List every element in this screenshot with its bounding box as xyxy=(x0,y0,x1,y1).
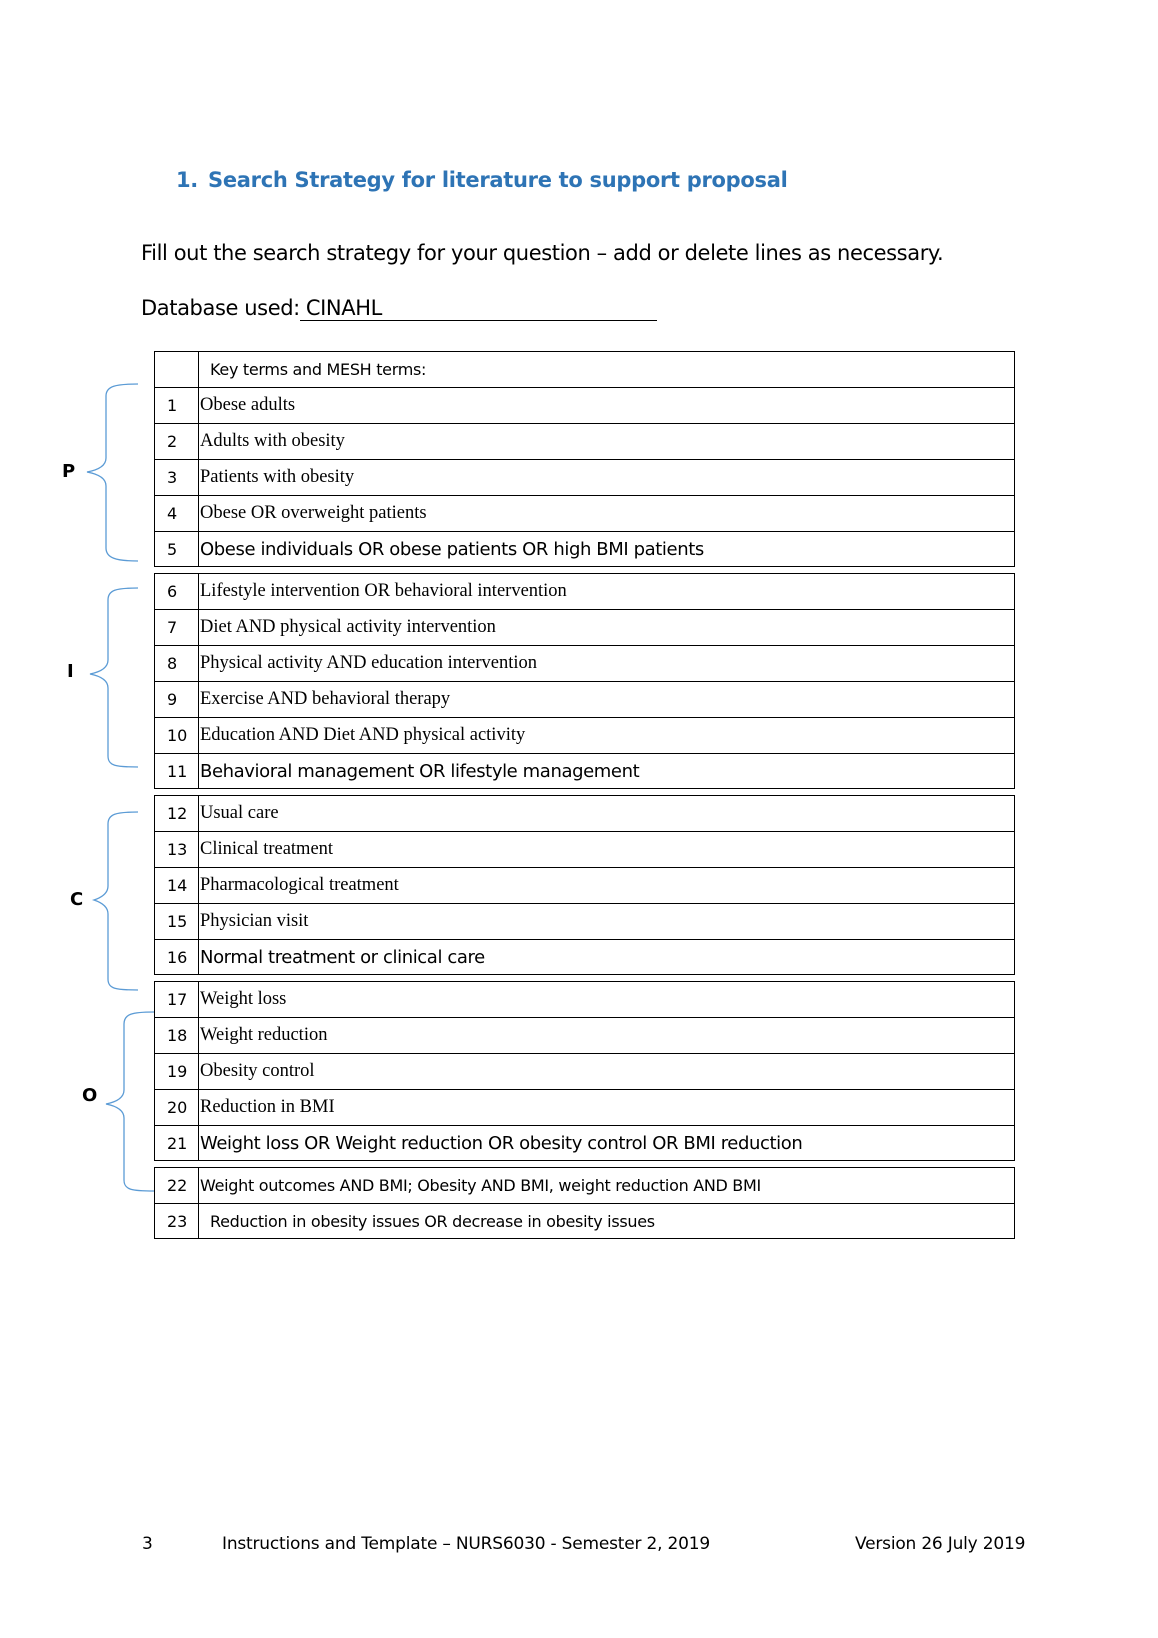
row-number: 3 xyxy=(155,460,199,495)
row-number: 20 xyxy=(155,1090,199,1125)
row-number: 22 xyxy=(155,1168,199,1203)
pico-label-i: I xyxy=(67,661,74,682)
row-term: Adults with obesity xyxy=(200,431,345,451)
row-number: 4 xyxy=(155,496,199,531)
row-term: Weight reduction xyxy=(200,1025,328,1045)
row-number: 15 xyxy=(155,904,199,939)
intro-text: Fill out the search strategy for your question – add or delete lines as necessary. xyxy=(141,241,944,265)
brace-i xyxy=(90,588,138,767)
heading-title: Search Strategy for literature to support proposal xyxy=(208,168,788,192)
table-header-cell: Key terms and MESH terms: xyxy=(210,360,427,379)
row-term: Obese adults xyxy=(200,395,296,415)
row-term: Weight outcomes AND BMI; Obesity AND BMI, weight reduction AND BMI xyxy=(200,1176,761,1195)
row-number: 18 xyxy=(155,1018,199,1053)
row-number: 16 xyxy=(155,940,199,974)
row-number: 17 xyxy=(155,982,199,1017)
pico-label-p: P xyxy=(62,461,76,482)
row-term: Obese individuals OR obese patients OR high BMI patients xyxy=(200,538,704,560)
footer-center-text: Instructions and Template – NURS6030 - Semester 2, 2019 xyxy=(222,1534,711,1554)
row-term: Behavioral management OR lifestyle management xyxy=(200,760,640,782)
row-term: Clinical treatment xyxy=(200,839,334,859)
row-term: Weight loss OR Weight reduction OR obesity control OR BMI reduction xyxy=(200,1132,803,1154)
database-value: CINAHL xyxy=(300,296,657,321)
row-term: Exercise AND behavioral therapy xyxy=(200,689,451,709)
database-label: Database used: xyxy=(141,296,300,320)
row-term: Weight loss xyxy=(200,989,287,1009)
row-number: 19 xyxy=(155,1054,199,1089)
pico-label-c: C xyxy=(70,889,84,910)
row-number: 10 xyxy=(155,718,199,753)
brace-p xyxy=(87,384,138,561)
row-number: 7 xyxy=(155,610,199,645)
row-number: 1 xyxy=(155,388,199,423)
row-number: 11 xyxy=(155,754,199,788)
row-number: 13 xyxy=(155,832,199,867)
row-term: Patients with obesity xyxy=(200,467,355,487)
brace-o xyxy=(106,1012,154,1191)
row-term: Normal treatment or clinical care xyxy=(200,946,485,968)
row-term: Obesity control xyxy=(200,1061,315,1081)
row-term: Physical activity AND education intervention xyxy=(200,653,538,673)
row-term: Pharmacological treatment xyxy=(200,875,399,895)
row-term: Usual care xyxy=(200,803,279,823)
pico-label-o: O xyxy=(82,1085,98,1106)
row-number: 5 xyxy=(155,532,199,566)
row-term: Reduction in BMI xyxy=(200,1097,335,1117)
row-number: 12 xyxy=(155,796,199,831)
row-number: 14 xyxy=(155,868,199,903)
footer-page-number: 3 xyxy=(142,1534,153,1554)
brace-c xyxy=(94,812,138,990)
row-term: Physician visit xyxy=(200,911,309,931)
row-number: 23 xyxy=(155,1204,199,1238)
row-number: 21 xyxy=(155,1126,199,1160)
row-term: Education AND Diet AND physical activity xyxy=(200,725,526,745)
row-number: 2 xyxy=(155,424,199,459)
row-term: Reduction in obesity issues OR decrease in obesity issues xyxy=(210,1211,655,1231)
row-term: Lifestyle intervention OR behavioral intervention xyxy=(200,581,567,601)
row-number: 8 xyxy=(155,646,199,681)
row-term: Diet AND physical activity intervention xyxy=(200,617,496,637)
row-number: 6 xyxy=(155,574,199,609)
heading-number: 1. xyxy=(176,168,198,192)
row-number: 9 xyxy=(155,682,199,717)
footer-version: Version 26 July 2019 xyxy=(855,1534,1026,1554)
row-term: Obese OR overweight patients xyxy=(200,503,427,523)
